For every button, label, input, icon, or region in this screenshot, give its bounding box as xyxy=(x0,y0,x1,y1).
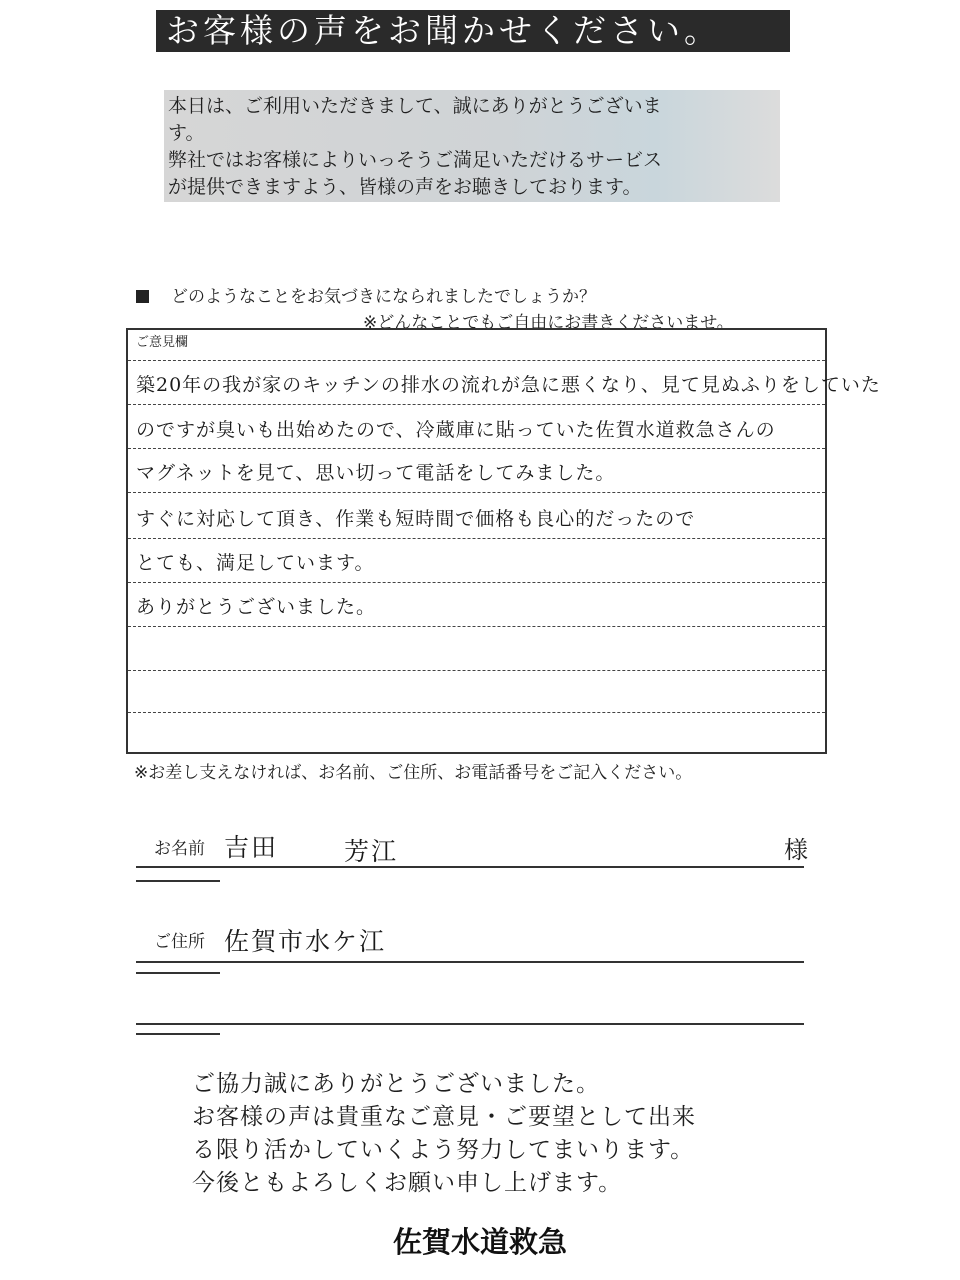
question-heading xyxy=(136,282,596,307)
opinion-label: ご意見欄 xyxy=(136,335,189,350)
intro-line: が提供できますよう、皆様の声をお聴きしております。 xyxy=(168,176,642,198)
ruled-line xyxy=(128,712,825,713)
company-name: 佐賀水道救急 xyxy=(392,1225,567,1259)
address-underline-short xyxy=(136,972,220,974)
honorific: 様 xyxy=(784,836,808,864)
opinion-text-line: とても、満足しています。 xyxy=(136,552,375,574)
opinion-box xyxy=(126,328,881,754)
ruled-line xyxy=(128,582,825,583)
name-family-value: 吉田 xyxy=(224,833,279,862)
ruled-line xyxy=(128,538,825,539)
name-given-value: 芳江 xyxy=(344,837,399,866)
ruled-line xyxy=(128,626,825,627)
name-underline-short xyxy=(136,880,220,882)
question-note: ※どんなことでもご自由にお書きくださいませ。 xyxy=(363,313,734,333)
ruled-line xyxy=(128,448,825,449)
square-bullet-icon xyxy=(136,290,149,303)
page-title: お客様の声をお聞かせください。 xyxy=(156,10,790,52)
intro-message xyxy=(164,90,780,202)
ruled-line xyxy=(128,492,825,493)
opinion-text-line: ありがとうございました。 xyxy=(136,596,377,618)
phone-underline xyxy=(136,1023,804,1025)
name-underline xyxy=(136,866,804,868)
opinion-text-line: のですが臭いも出始めたので、冷蔵庫に貼っていた佐賀水道救急さんの xyxy=(136,419,776,441)
closing-line: る限り活かしていくよう努力してまいります。 xyxy=(192,1137,695,1163)
intro-line: 本日は、ご利用いただきまして、誠にありがとうございま xyxy=(168,95,662,117)
name-label: お名前 xyxy=(154,839,205,859)
ruled-line xyxy=(128,670,825,671)
closing-line: ご協力誠にありがとうございました。 xyxy=(192,1071,600,1097)
closing-message xyxy=(192,1068,696,1200)
intro-line: す。 xyxy=(168,122,205,144)
closing-line: 今後ともよろしくお願い申し上げます。 xyxy=(192,1170,623,1196)
opinion-text-line: マグネットを見て、思い切って電話をしてみました。 xyxy=(136,462,616,484)
address-value: 佐賀市水ケ江 xyxy=(224,927,387,956)
address-underline xyxy=(136,961,804,963)
ruled-line xyxy=(128,404,825,405)
ruled-line xyxy=(128,360,825,361)
opinion-text-line: 築20年の我が家のキッチンの排水の流れが急に悪くなり、見て見ぬふりをしていた xyxy=(136,374,881,396)
closing-line: お客様の声は貴重なご意見・ご要望として出来 xyxy=(192,1104,696,1130)
opinion-text-line: すぐに対応して頂き、作業も短時間で価格も良心的だったので xyxy=(136,508,696,530)
intro-line: 弊社ではお客様によりいっそうご満足いただけるサービス xyxy=(168,149,663,171)
address-label: ご住所 xyxy=(154,932,205,952)
phone-underline-short xyxy=(136,1033,220,1035)
contact-note: ※お差し支えなければ、お名前、ご住所、お電話番号をご記入ください。 xyxy=(134,763,693,783)
question-text: どのようなことをお気づきになられましたでしょうか？ xyxy=(171,287,596,307)
